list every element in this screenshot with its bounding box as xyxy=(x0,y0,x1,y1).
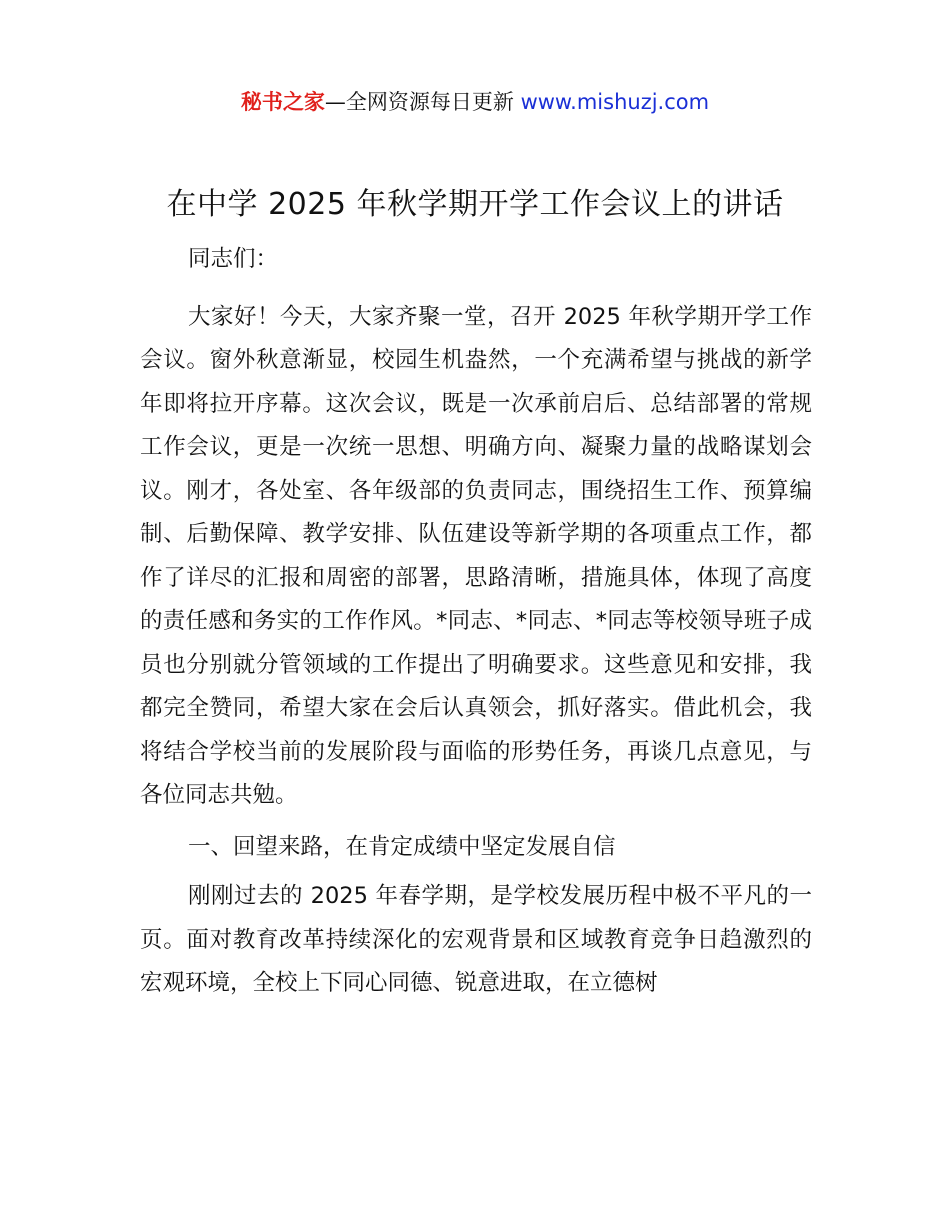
body-paragraph: 刚刚过去的 2025 年春学期，是学校发展历程中极不平凡的一页。面对教育改革持续深化的宏观背景和区域教育竞争日趋激烈的宏观环境，全校上下同心同德、锐意进取，在立德树 xyxy=(140,883,812,996)
salutation: 同志们： xyxy=(188,246,279,272)
section-heading: 一、回望来路，在肯定成绩中坚定发展自信 xyxy=(188,833,616,860)
header-tagline: —全网资源每日更新 xyxy=(324,90,521,114)
body-paragraph: 大家好！今天，大家齐聚一堂，召开 2025 年秋学期开学工作会议。窗外秋意渐显，校园生机盎然，一个充满希望与挑战的新学年即将拉开序幕。这次会议，既是一次承前启后、总结部署的常规工作会议，更是一次统一思想、明确方向、凝聚力量的战略谋划会议。刚才，各处室、各年级部的负责同志，围绕招生工作、预算编制、后勤保障、教学安排、队伍建设等新学期的各项重点工作，都作了详尽的汇报和周密的部署，思路清晰，措施具体，体现了高度的责任感和务实的工作作风。*同志、*同志、*同志等校领导班子成员也分别就分管领域的工作提出了明确要求。这些意见和安排，我都完全赞同，希望大家在会后认真领会，抓好落实。借此机会，我将结合学校当前的发展阶段与面临的形势任务，再谈几点意见，与各位同志共勉。 xyxy=(140,303,812,808)
site-header xyxy=(0,86,950,118)
document-body xyxy=(140,238,812,1006)
brand-name: 秘书之家 xyxy=(240,90,325,114)
document-title: 在中学 2025 年秋学期开学工作会议上的讲话 xyxy=(166,187,784,222)
site-url-link[interactable]: www.mishuzj.com xyxy=(520,90,710,114)
